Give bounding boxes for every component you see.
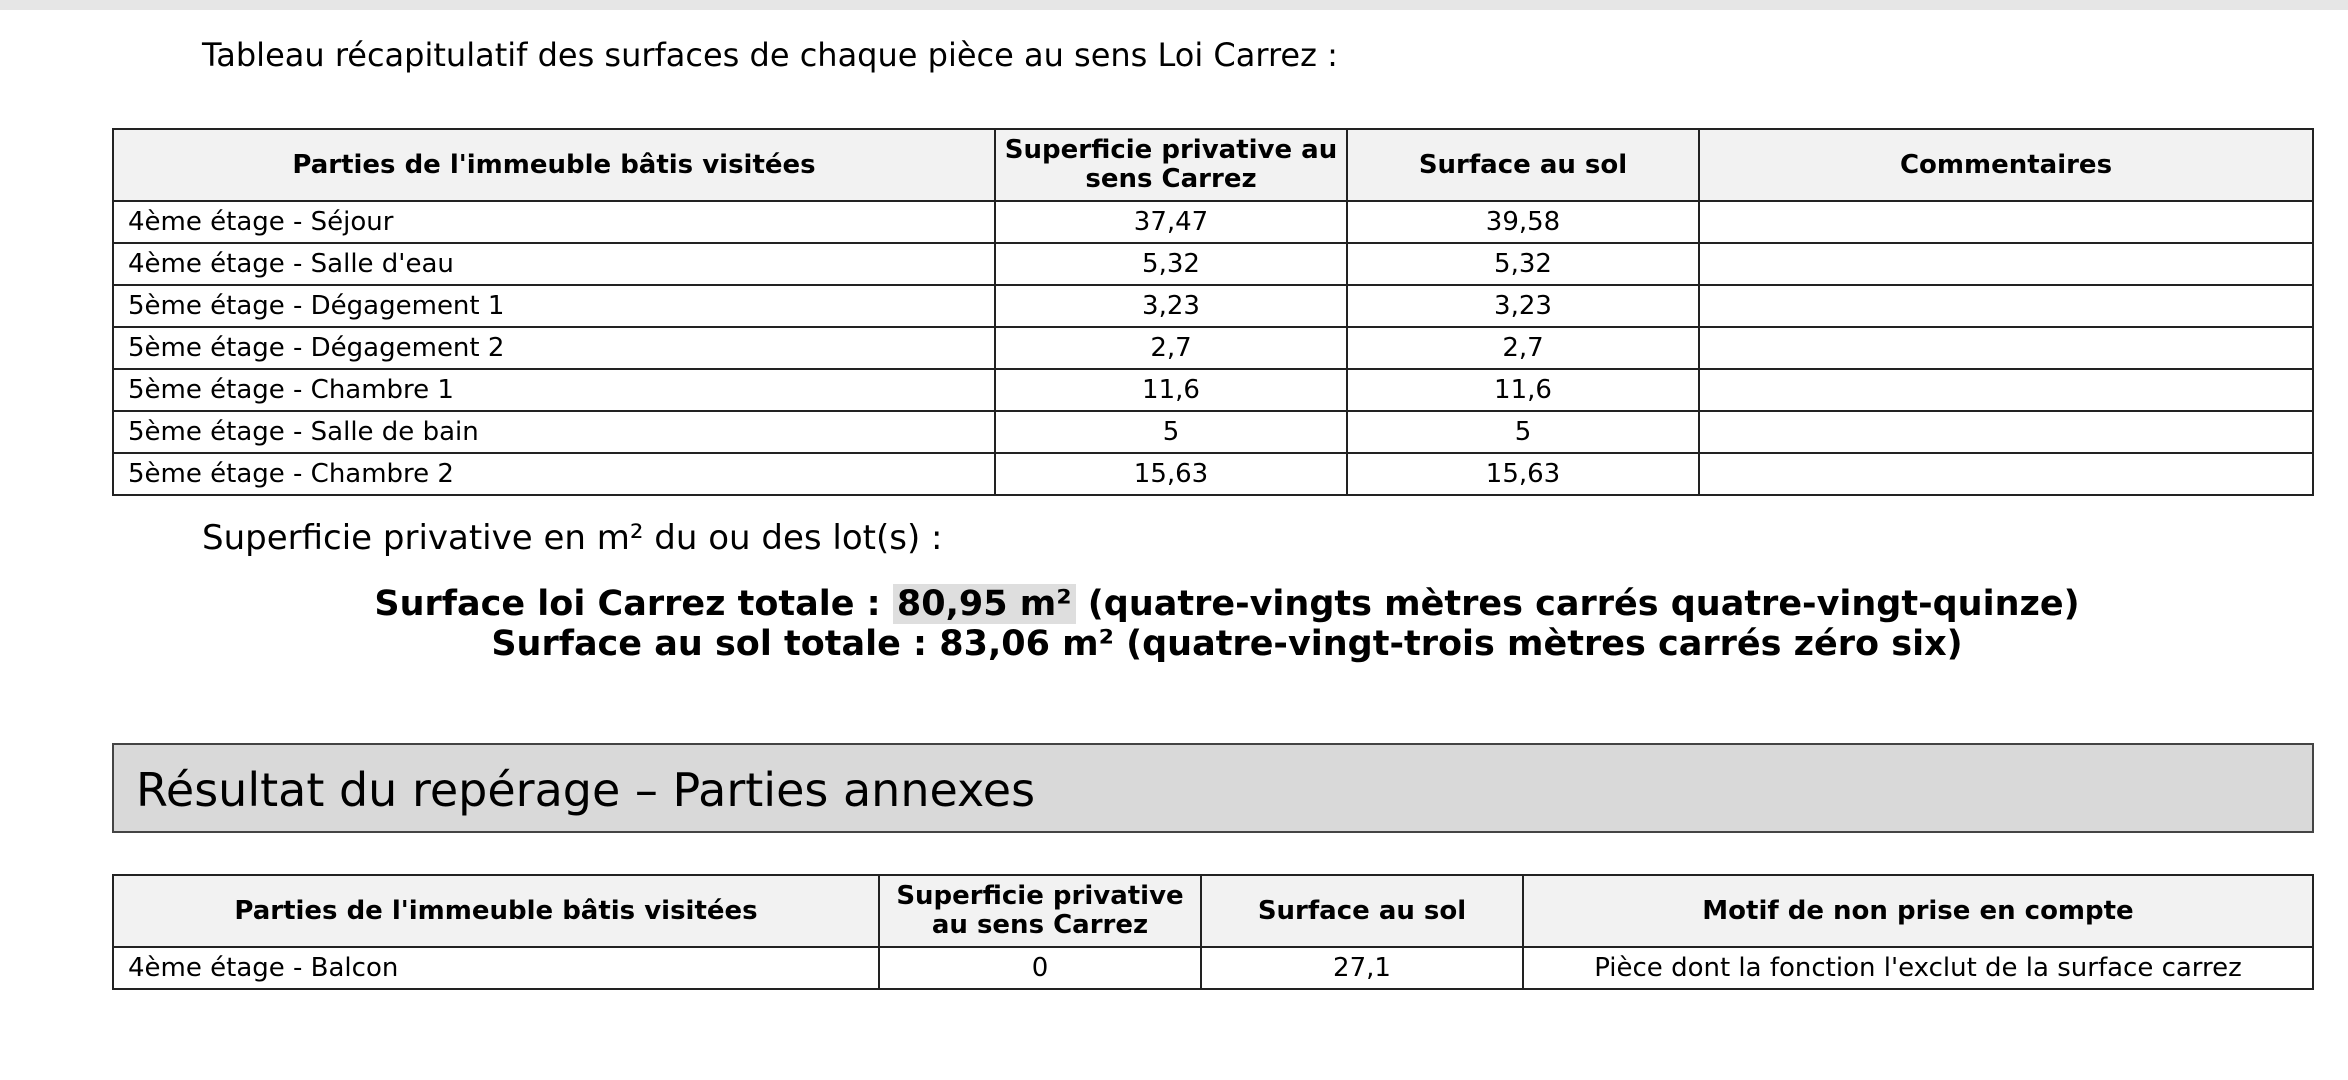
cell-partie: 5ème étage - Chambre 1 [113,369,995,411]
cell-surface-sol: 15,63 [1347,453,1699,495]
cell-commentaire [1699,243,2313,285]
cell-partie: 5ème étage - Salle de bain [113,411,995,453]
carrez-total-line [112,584,2342,624]
cell-superficie-carrez: 11,6 [995,369,1347,411]
column-header-parties: Parties de l'immeuble bâtis visitées [113,129,995,201]
table-row [113,201,2313,243]
column-header-surface-sol: Surface au sol [1347,129,1699,201]
cell-partie: 5ème étage - Dégagement 2 [113,327,995,369]
column-header-commentaires: Commentaires [1699,129,2313,201]
intro-text: Tableau récapitulatif des surfaces de chaque pièce au sens Loi Carrez : [202,36,1338,74]
cell-commentaire [1699,411,2313,453]
column-header-superficie-carrez: Superficie privative au sens Carrez [879,875,1201,947]
annexes-table [112,874,2314,990]
table-row [113,947,2313,989]
cell-commentaire [1699,327,2313,369]
column-header-parties: Parties de l'immeuble bâtis visitées [113,875,879,947]
column-header-surface-sol: Surface au sol [1201,875,1523,947]
cell-commentaire [1699,285,2313,327]
table-header-row [113,875,2313,947]
section-header [112,743,2314,833]
cell-superficie-carrez: 5 [995,411,1347,453]
section-title: Résultat du repérage – Parties annexes [136,763,1036,817]
cell-superficie-carrez: 15,63 [995,453,1347,495]
cell-motif: Pièce dont la fonction l'exclut de la surface carrez [1523,947,2313,989]
table-row [113,285,2313,327]
column-header-motif: Motif de non prise en compte [1523,875,2313,947]
cell-commentaire [1699,201,2313,243]
cell-superficie-carrez: 0 [879,947,1201,989]
cell-commentaire [1699,369,2313,411]
cell-surface-sol: 5,32 [1347,243,1699,285]
table-row [113,453,2313,495]
cell-surface-sol: 39,58 [1347,201,1699,243]
cell-partie: 4ème étage - Salle d'eau [113,243,995,285]
sol-total-line: Surface au sol totale : 83,06 m² (quatre-vingt-trois mètres carrés zéro six) [491,624,1963,664]
cell-partie: 4ème étage - Balcon [113,947,879,989]
cell-surface-sol: 11,6 [1347,369,1699,411]
carrez-total-prefix: Surface loi Carrez totale : [374,584,893,624]
cell-surface-sol: 5 [1347,411,1699,453]
cell-partie: 5ème étage - Dégagement 1 [113,285,995,327]
column-header-superficie-carrez: Superficie privative au sens Carrez [995,129,1347,201]
cell-superficie-carrez: 2,7 [995,327,1347,369]
table-row [113,411,2313,453]
cell-partie: 4ème étage - Séjour [113,201,995,243]
superficie-label: Superficie privative en m² du ou des lot(s) : [202,518,943,558]
cell-superficie-carrez: 5,32 [995,243,1347,285]
cell-partie: 5ème étage - Chambre 2 [113,453,995,495]
cell-surface-sol: 2,7 [1347,327,1699,369]
cell-superficie-carrez: 37,47 [995,201,1347,243]
cell-superficie-carrez: 3,23 [995,285,1347,327]
carrez-total-suffix: (quatre-vingts mètres carrés quatre-vingt-quinze) [1075,584,2080,624]
cell-commentaire [1699,453,2313,495]
table-row [113,369,2313,411]
cell-surface-sol: 3,23 [1347,285,1699,327]
table-header-row [113,129,2313,201]
table-row [113,327,2313,369]
table-row [113,243,2313,285]
carrez-total-value: 80,95 m² [893,584,1076,624]
cell-surface-sol: 27,1 [1201,947,1523,989]
top-bar [0,0,2348,10]
carrez-surface-table [112,128,2314,496]
